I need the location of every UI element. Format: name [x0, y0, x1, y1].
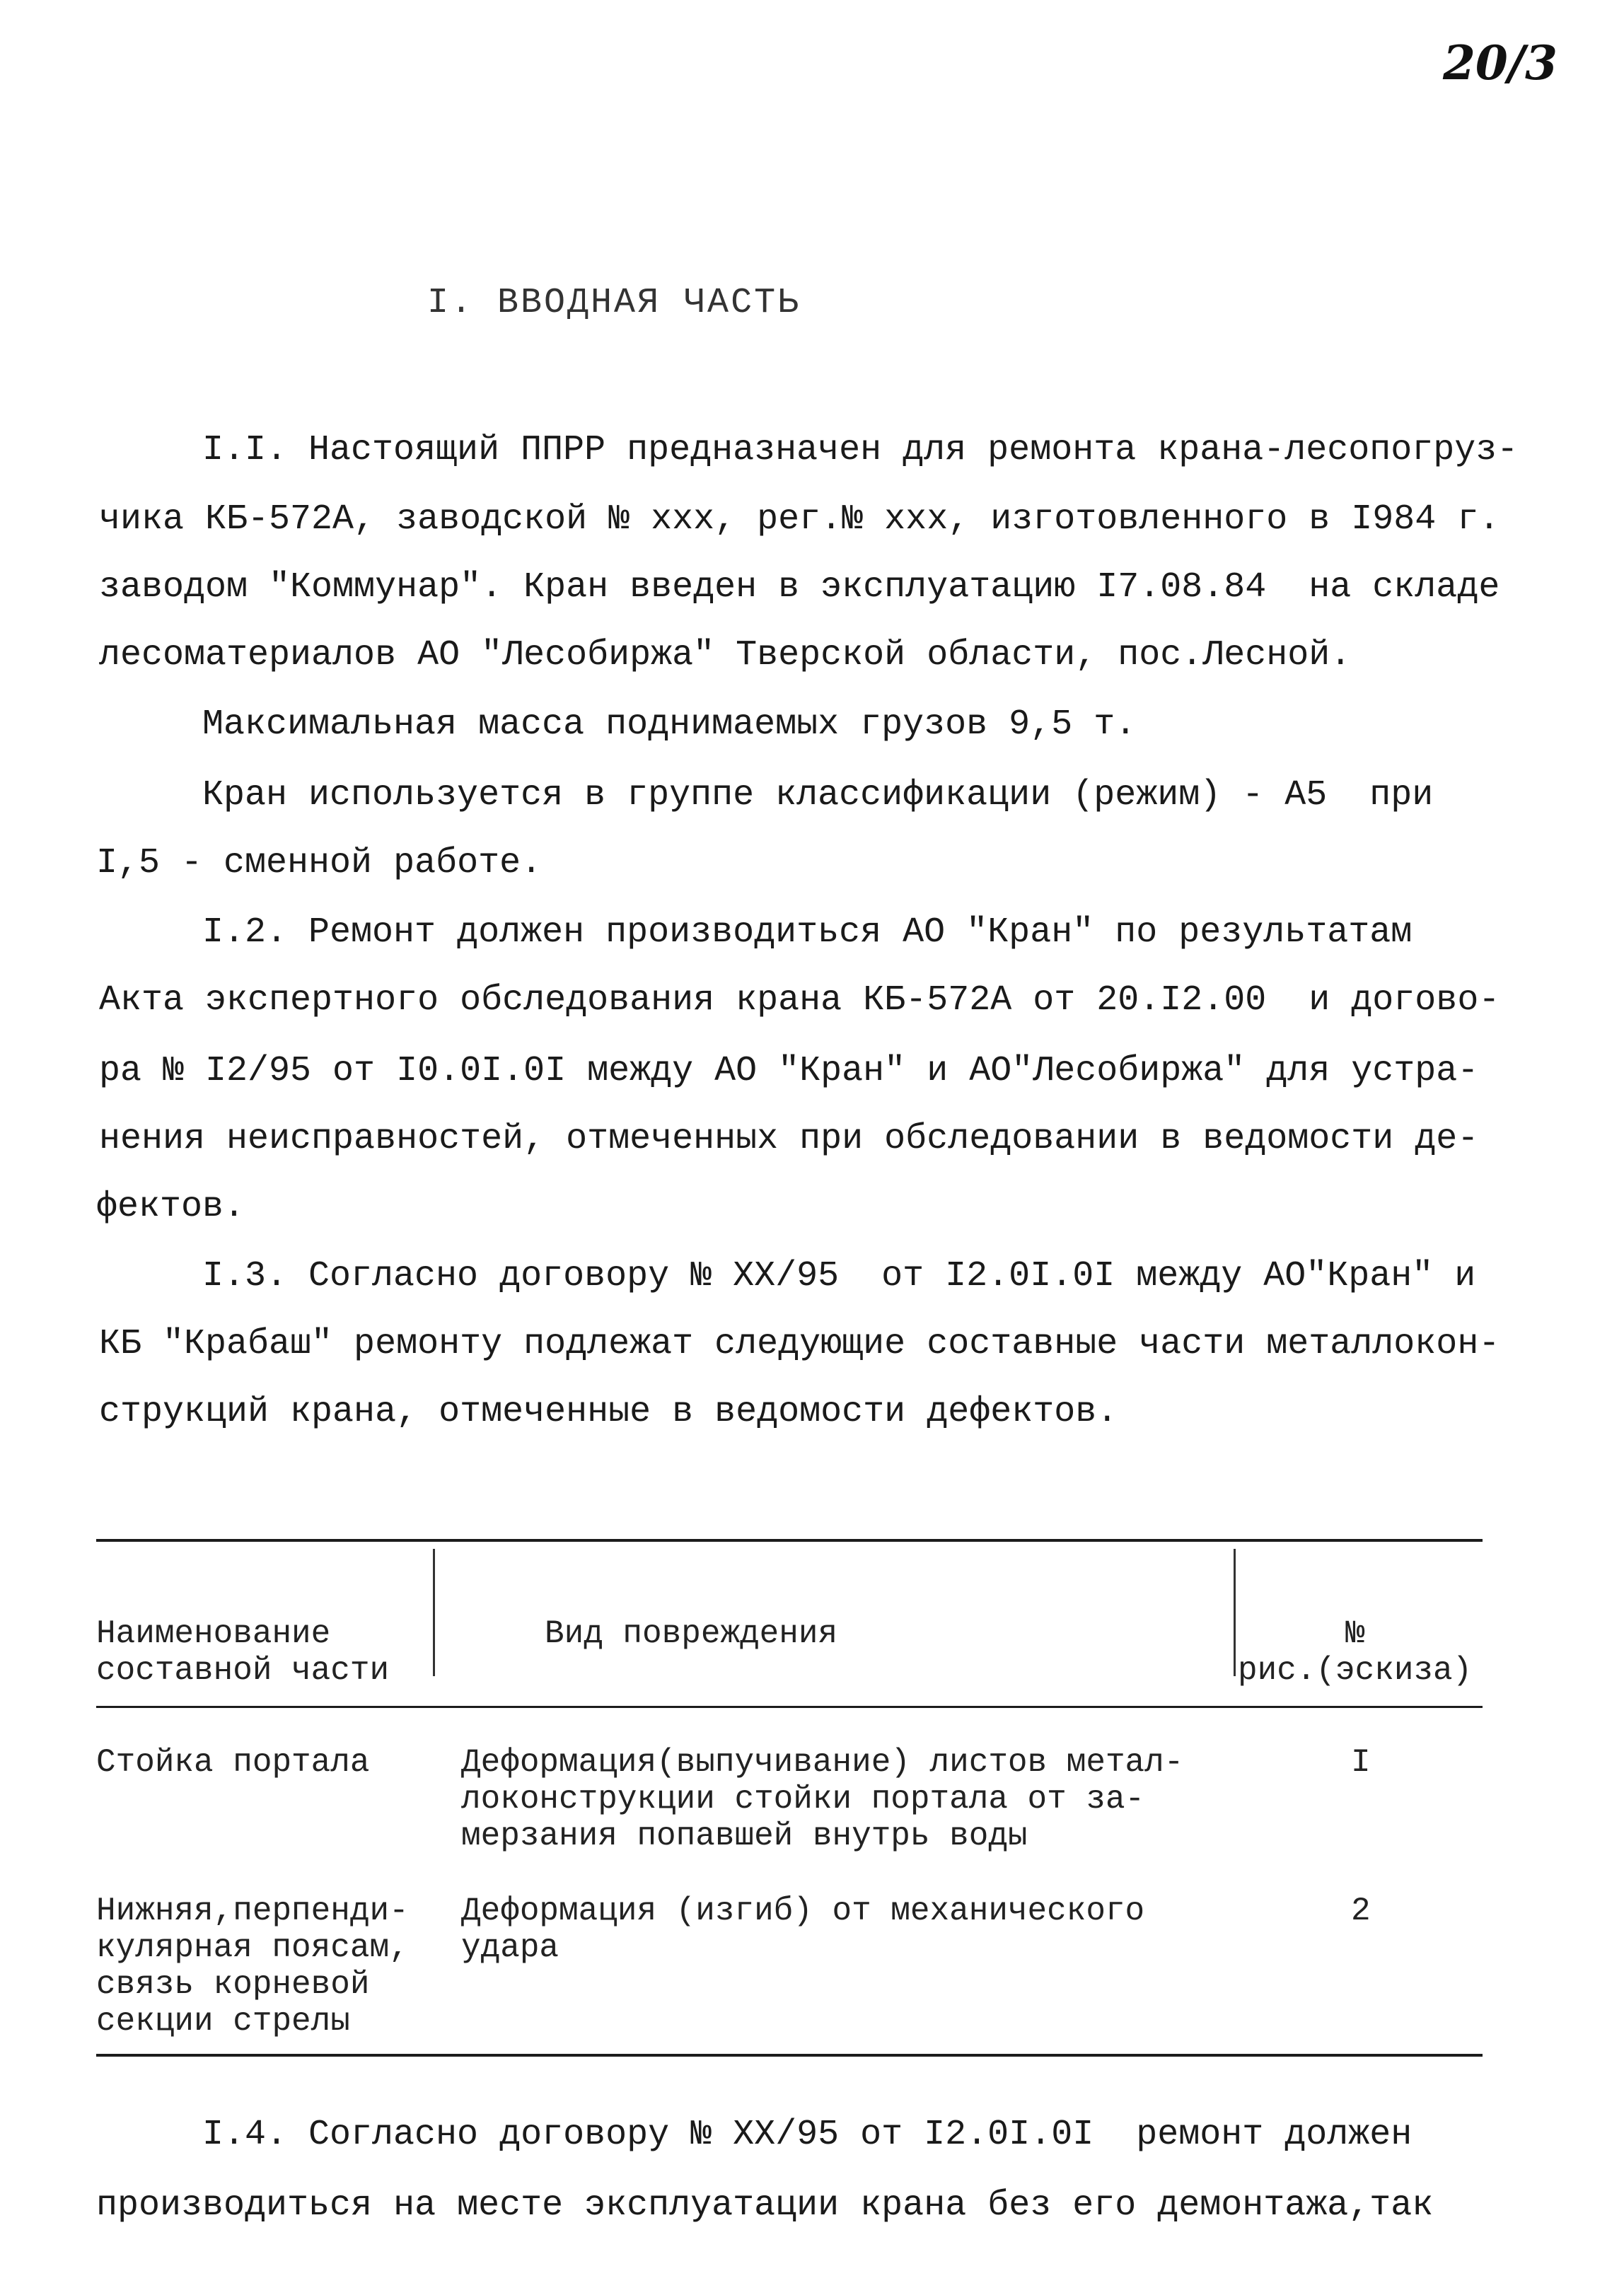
table-cell-part: связь корневой [96, 1966, 370, 2003]
paragraph-line: фектов. [96, 1187, 245, 1227]
table-cell-part: кулярная поясам, [96, 1929, 409, 1966]
table-cell-damage: удара [461, 1929, 559, 1966]
table-cell-damage: Деформация (изгиб) от механического [461, 1893, 1145, 1929]
paragraph-line: I.4. Согласно договору № XX/95 от I2.0I.0I ремонт должен [202, 2115, 1413, 2155]
paragraph-line: чика КБ-572А, заводской № ххх, рег.№ ххх, изготовленного в I984 г. [99, 499, 1500, 540]
paragraph-line: ра № I2/95 от I0.0I.0I между АО "Кран" и АО"Лесобиржа" для устра- [99, 1051, 1479, 1091]
table-header-part-line1: Наименование [96, 1615, 331, 1652]
table-cell-part: секции стрелы [96, 2003, 350, 2040]
table-cell-part: Стойка портала [96, 1744, 370, 1781]
page-number: 20/3 [1443, 35, 1558, 91]
table-header-fig-line2: рис.(эскиза) [1238, 1652, 1473, 1689]
paragraph-line: I,5 - сменной работе. [96, 843, 543, 883]
table-cell-damage: Деформация(выпучивание) листов метал- [461, 1744, 1184, 1781]
table-header-part-line2: составной части [96, 1652, 390, 1689]
table-header-fig-line1: № [1345, 1615, 1365, 1652]
table-cell-fig: I [1351, 1744, 1371, 1781]
paragraph-line: I.2. Ремонт должен производиться АО "Кран" по результатам [202, 912, 1413, 953]
table-cell-damage: мерзания попавшей внутрь воды [461, 1818, 1028, 1854]
paragraph-line: Акта экспертного обследования крана КБ-572А от 20.I2.00 и догово- [99, 980, 1500, 1021]
table-header-damage: Вид повреждения [545, 1615, 838, 1652]
table-cell-fig: 2 [1351, 1893, 1371, 1929]
paragraph-line: лесоматериалов АО "Лесобиржа" Тверской области, пос.Лесной. [99, 635, 1352, 675]
column-separator [433, 1549, 435, 1676]
paragraph-line: производиться на месте эксплуатации крана без его демонтажа,так [96, 2185, 1434, 2226]
paragraph-line: I.I. Настоящий ППРР предназначен для ремонта крана-лесопогруз- [202, 430, 1519, 470]
table-bottom-rule [96, 2054, 1483, 2057]
table-cell-damage: локонструкции стойки портала от за- [461, 1781, 1145, 1818]
column-separator [1234, 1549, 1236, 1676]
table-header-rule [96, 1706, 1483, 1708]
paragraph-line: нения неисправностей, отмеченных при обследовании в ведомости де- [99, 1119, 1479, 1159]
paragraph-line: КБ "Крабаш" ремонту подлежат следующие составные части металлокон- [99, 1324, 1500, 1364]
paragraph-line: Максимальная масса поднимаемых грузов 9,5 т. [202, 704, 1137, 745]
paragraph-line: заводом "Коммунар". Кран введен в эксплуатацию I7.08.84 на складе [99, 567, 1500, 608]
paragraph-line: I.3. Согласно договору № XX/95 от I2.0I.0I между АО"Кран" и [202, 1256, 1476, 1296]
paragraph-line: Кран используется в группе классификации (режим) - А5 при [202, 775, 1434, 815]
table-top-rule [96, 1539, 1483, 1542]
table-cell-part: Нижняя,перпенди- [96, 1893, 409, 1929]
section-heading: I. ВВОДНАЯ ЧАСТЬ [427, 283, 801, 323]
paragraph-line: струкций крана, отмеченные в ведомости дефектов. [99, 1392, 1118, 1432]
